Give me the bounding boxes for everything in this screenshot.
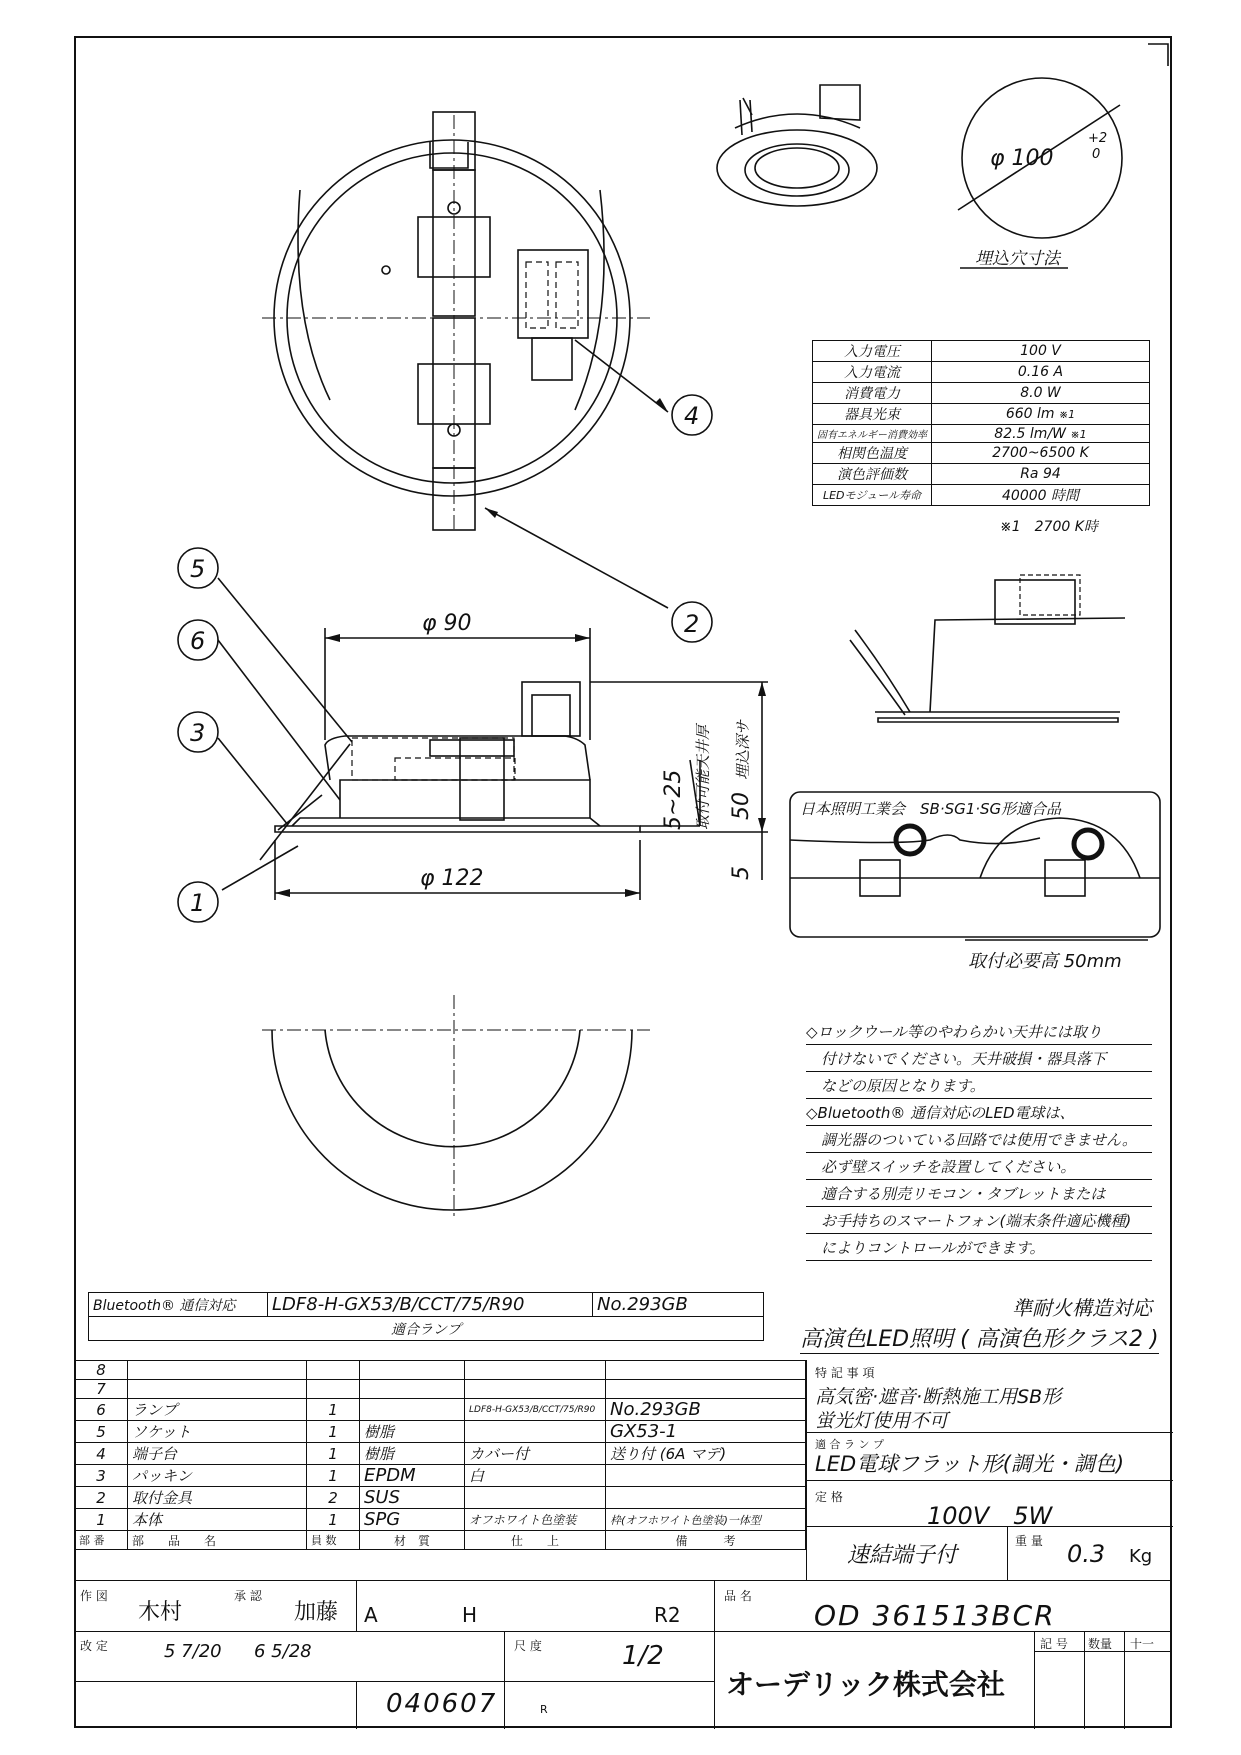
special-lamp-value: LED電球フラット形(調光・調色) bbox=[815, 1452, 1125, 1476]
dim-d90: φ 90 bbox=[422, 611, 472, 636]
table-row: 4 端子台 1 樹脂 カバー付 送り付 (6A マデ) bbox=[75, 1443, 806, 1465]
drawing-code: 040607 bbox=[386, 1689, 498, 1719]
special-block bbox=[806, 1360, 1173, 1580]
plusminus-label: 十一 bbox=[1130, 1637, 1155, 1651]
special-line1: 高気密·遮音·断熱施工用SB形 bbox=[815, 1386, 1062, 1408]
drawn-label: 作 図 bbox=[80, 1589, 108, 1603]
spec-label: 相関色温度 bbox=[813, 443, 932, 464]
note-line: 付けないでください。天井破損・器具落下 bbox=[806, 1045, 1152, 1072]
fire-rating: 準耐火構造対応 bbox=[1012, 1296, 1152, 1320]
spec-label: LEDモジュール寿命 bbox=[813, 485, 932, 506]
lamp-bt: Bluetooth® 通信対応 bbox=[89, 1293, 268, 1317]
spec-value: 100 V bbox=[932, 341, 1150, 362]
table-row: 2 取付金具 2 SUS bbox=[75, 1487, 806, 1509]
install-box-title: 日本照明工業会 SB·SG1·SG形適合品 bbox=[800, 800, 1062, 818]
approved-by: 加藤 bbox=[294, 1600, 339, 1625]
callout-3: 3 bbox=[190, 719, 206, 747]
dim-five: 5 bbox=[729, 866, 754, 880]
qty-label: 数量 bbox=[1088, 1637, 1113, 1651]
product-title: 高演色LED照明 ( 高演色形クラス2 ) bbox=[800, 1322, 1159, 1354]
company-name: オーデリック株式会社 bbox=[726, 1668, 1005, 1701]
note-line: などの原因となります。 bbox=[806, 1072, 1152, 1099]
title-a: A bbox=[364, 1603, 378, 1627]
scale-value: 1/2 bbox=[622, 1641, 664, 1671]
title-r2: R2 bbox=[654, 1603, 681, 1627]
spec-label: 入力電圧 bbox=[813, 341, 932, 362]
spec-footnote: ※1 2700 K時 bbox=[1000, 519, 1098, 535]
spec-value: 660 lm bbox=[1005, 406, 1055, 422]
note-line: ◇ロックウール等のやわらかい天井には取り bbox=[806, 1018, 1152, 1045]
lamp-caption: 適合ランプ bbox=[89, 1317, 764, 1341]
product-name: OD 361513BCR bbox=[814, 1599, 1056, 1632]
callout-1: 1 bbox=[190, 889, 206, 917]
lamp-model: LDF8-H-GX53/B/CCT/75/R90 bbox=[268, 1293, 593, 1317]
table-row: 1 本体 1 SPG オフホワイト色塗装 枠(オフホワイト色塗装)一体型 bbox=[75, 1509, 806, 1531]
weight-label: 重 量 bbox=[1015, 1534, 1043, 1548]
title-h: H bbox=[462, 1603, 478, 1627]
dim-d122: φ 122 bbox=[420, 866, 484, 891]
drawing-code-suffix: R bbox=[540, 1703, 548, 1716]
embed-tol-bottom: 0 bbox=[1092, 147, 1101, 162]
dim-depth-label: 埋込深サ bbox=[734, 719, 752, 780]
table-row: 7 bbox=[75, 1380, 806, 1399]
table-row: 6 ランプ 1 LDF8-H-GX53/B/CCT/75/R90 No.293GB bbox=[75, 1399, 806, 1421]
dim-ceiling-label: 取付可能天井厚 bbox=[694, 724, 712, 830]
drawn-by: 木村 bbox=[138, 1600, 183, 1625]
note-line: 調光器のついている回路では使用できません。 bbox=[806, 1126, 1152, 1153]
dim-ceiling: 5~25 bbox=[661, 769, 686, 830]
note-line: 必ず壁スイッチを設置してください。 bbox=[806, 1153, 1152, 1180]
callout-6: 6 bbox=[190, 627, 206, 655]
table-row: 5 ソケット 1 樹脂 GX53-1 bbox=[75, 1421, 806, 1443]
embed-diameter: φ 100 bbox=[990, 146, 1054, 171]
spec-value: 40000 時間 bbox=[932, 485, 1150, 506]
weight-unit: Kg bbox=[1129, 1546, 1153, 1567]
spec-note: ※1 bbox=[1058, 408, 1076, 421]
spec-label: 器具光束 bbox=[813, 404, 932, 425]
spec-value: Ra 94 bbox=[932, 464, 1150, 485]
notes-block bbox=[806, 1018, 1152, 1261]
spec-label: 入力電流 bbox=[813, 362, 932, 383]
note-line: 適合する別売リモコン・タブレットまたは bbox=[806, 1180, 1152, 1207]
spec-value: 0.16 A bbox=[932, 362, 1150, 383]
callout-4: 4 bbox=[684, 402, 700, 430]
lamp-no: No.293GB bbox=[593, 1293, 764, 1317]
rev-date-1: 5 7/20 bbox=[164, 1641, 222, 1662]
scale-label: 尺 度 bbox=[514, 1639, 542, 1653]
approved-label: 承 認 bbox=[234, 1589, 262, 1603]
table-header: 部 番 部 品 名 員 数 材 質 仕 上 備 考 bbox=[75, 1531, 806, 1550]
name-label: 品 名 bbox=[724, 1589, 752, 1603]
lamp-table bbox=[88, 1292, 764, 1341]
embed-caption: 埋込穴寸法 bbox=[975, 249, 1060, 269]
dim-depth: 50 bbox=[729, 792, 754, 820]
spec-value: 2700~6500 K bbox=[932, 443, 1150, 464]
spec-table bbox=[812, 340, 1150, 506]
special-terminal: 速結端子付 bbox=[847, 1543, 958, 1568]
table-row: 3 パッキン 1 EPDM 白 bbox=[75, 1465, 806, 1487]
special-rating-value: 100V 5W bbox=[927, 1502, 1053, 1530]
spec-value: 8.0 W bbox=[932, 383, 1150, 404]
install-box-caption: 取付必要高 50mm bbox=[968, 951, 1122, 972]
note-line: お手持ちのスマートフォン(端末条件適応機種) bbox=[806, 1207, 1152, 1234]
special-line2: 蛍光灯使用不可 bbox=[815, 1410, 949, 1432]
rev-label: 改 定 bbox=[80, 1639, 108, 1653]
weight-value: 0.3 bbox=[1067, 1540, 1106, 1568]
spec-label: 固有エネルギー消費効率 bbox=[813, 425, 932, 443]
note-line: によりコントロールができます。 bbox=[806, 1234, 1152, 1261]
special-rating-heading: 定 格 bbox=[815, 1490, 843, 1504]
special-heading: 特 記 事 項 bbox=[815, 1366, 875, 1380]
special-lamp-heading: 適 合 ラ ン プ bbox=[815, 1438, 884, 1451]
symbol-label: 記 号 bbox=[1040, 1637, 1068, 1651]
callout-2: 2 bbox=[684, 610, 700, 638]
spec-label: 演色評価数 bbox=[813, 464, 932, 485]
embed-tol-top: +2 bbox=[1088, 131, 1108, 146]
spec-value: 82.5 lm/W bbox=[994, 425, 1067, 442]
rev-date-2: 6 5/28 bbox=[254, 1641, 312, 1662]
callout-5: 5 bbox=[190, 555, 206, 583]
parts-table bbox=[74, 1360, 806, 1550]
table-row: 8 bbox=[75, 1361, 806, 1380]
spec-label: 消費電力 bbox=[813, 383, 932, 404]
note-line: ◇Bluetooth® 通信対応のLED電球は、 bbox=[806, 1099, 1152, 1126]
title-block bbox=[74, 1580, 1172, 1729]
spec-note: ※1 bbox=[1070, 427, 1087, 441]
